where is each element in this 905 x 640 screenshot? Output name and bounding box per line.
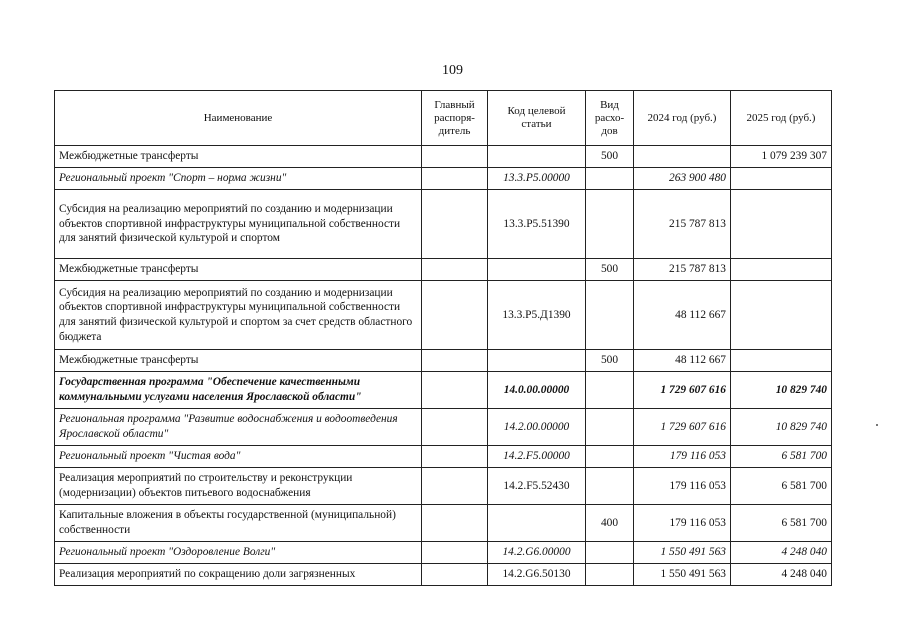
row-admin	[422, 190, 488, 259]
table-row	[55, 350, 832, 372]
table-row	[55, 168, 832, 190]
row-admin	[422, 542, 488, 564]
table-row	[55, 372, 832, 409]
row-admin	[422, 372, 488, 409]
row-2024	[634, 146, 731, 168]
table-row	[55, 505, 832, 542]
page-number: 109	[442, 63, 463, 78]
row-code: 14.2.F5.00000	[488, 446, 586, 468]
row-2024: 179 116 053	[634, 446, 731, 468]
header-code: Код целевой статьи	[488, 91, 586, 146]
row-admin	[422, 350, 488, 372]
row-name: Региональная программа "Развитие водоснабжения и водоотведения Ярославской области"	[55, 409, 422, 446]
row-code: 14.2.F5.52430	[488, 468, 586, 505]
row-code: 13.3.Р5.51390	[488, 190, 586, 259]
table-row	[55, 468, 832, 505]
budget-table	[54, 90, 832, 586]
row-name: Капитальные вложения в объекты государственной (муниципальной) собственности	[55, 505, 422, 542]
row-2025: 6 581 700	[731, 468, 832, 505]
row-admin	[422, 168, 488, 190]
row-2024: 1 550 491 563	[634, 542, 731, 564]
row-type: 500	[586, 259, 634, 281]
table-row	[55, 409, 832, 446]
row-2025	[731, 190, 832, 259]
margin-mark	[876, 424, 878, 426]
row-type	[586, 564, 634, 586]
row-2024: 215 787 813	[634, 259, 731, 281]
row-code: 14.0.00.00000	[488, 372, 586, 409]
row-2024: 179 116 053	[634, 505, 731, 542]
row-name: Региональный проект "Спорт – норма жизни"	[55, 168, 422, 190]
row-2025: 4 248 040	[731, 564, 832, 586]
row-type	[586, 372, 634, 409]
row-name: Межбюджетные трансферты	[55, 350, 422, 372]
header-row	[55, 91, 832, 146]
row-admin	[422, 146, 488, 168]
row-name: Региональный проект "Чистая вода"	[55, 446, 422, 468]
row-2024: 1 729 607 616	[634, 409, 731, 446]
table-row	[55, 259, 832, 281]
row-2024: 1 550 491 563	[634, 564, 731, 586]
header-admin: Главный распоря-дитель	[422, 91, 488, 146]
row-admin	[422, 259, 488, 281]
header-name: Наименование	[55, 91, 422, 146]
table-row	[55, 446, 832, 468]
row-type: 500	[586, 350, 634, 372]
row-code: 13.3.Р5.00000	[488, 168, 586, 190]
row-code: 14.2.G6.00000	[488, 542, 586, 564]
row-admin	[422, 505, 488, 542]
row-2025	[731, 281, 832, 350]
row-name: Субсидия на реализацию мероприятий по созданию и модернизации объектов спортивной инфраструктуры муниципальной собственности для занятий физической культурой и спортом за счет средств областного бюджета	[55, 281, 422, 350]
row-2025	[731, 259, 832, 281]
table-row	[55, 281, 832, 350]
row-2024: 1 729 607 616	[634, 372, 731, 409]
row-admin	[422, 409, 488, 446]
row-name: Региональный проект "Оздоровление Волги"	[55, 542, 422, 564]
row-2025	[731, 350, 832, 372]
row-2025: 4 248 040	[731, 542, 832, 564]
row-type: 400	[586, 505, 634, 542]
row-type: 500	[586, 146, 634, 168]
row-admin	[422, 564, 488, 586]
row-type	[586, 168, 634, 190]
table-row	[55, 542, 832, 564]
row-type	[586, 542, 634, 564]
row-2025	[731, 168, 832, 190]
row-type	[586, 446, 634, 468]
row-code	[488, 146, 586, 168]
row-type	[586, 409, 634, 446]
row-admin	[422, 281, 488, 350]
row-code: 14.2.G6.50130	[488, 564, 586, 586]
row-type	[586, 281, 634, 350]
row-name: Реализация мероприятий по сокращению доли загрязненных	[55, 564, 422, 586]
table-row	[55, 146, 832, 168]
row-name: Государственная программа "Обеспечение качественными коммунальными услугами населения Ярославской области"	[55, 372, 422, 409]
table-row	[55, 564, 832, 586]
row-admin	[422, 468, 488, 505]
row-code	[488, 350, 586, 372]
row-2024: 48 112 667	[634, 281, 731, 350]
row-name: Межбюджетные трансферты	[55, 146, 422, 168]
row-type	[586, 190, 634, 259]
row-2025: 10 829 740	[731, 372, 832, 409]
row-code: 14.2.00.00000	[488, 409, 586, 446]
header-2024: 2024 год (руб.)	[634, 91, 731, 146]
row-2025: 10 829 740	[731, 409, 832, 446]
row-code: 13.3.Р5.Д1390	[488, 281, 586, 350]
row-type	[586, 468, 634, 505]
row-name: Реализация мероприятий по строительству и реконструкции (модернизации) объектов питьевого водоснабжения	[55, 468, 422, 505]
row-2024: 263 900 480	[634, 168, 731, 190]
row-2024: 48 112 667	[634, 350, 731, 372]
row-2024: 179 116 053	[634, 468, 731, 505]
row-admin	[422, 446, 488, 468]
row-name: Межбюджетные трансферты	[55, 259, 422, 281]
row-2025: 6 581 700	[731, 505, 832, 542]
row-name: Субсидия на реализацию мероприятий по созданию и модернизации объектов спортивной инфраструктуры муниципальной собственности для занятий физической культурой и спортом	[55, 190, 422, 259]
row-2024: 215 787 813	[634, 190, 731, 259]
row-code	[488, 505, 586, 542]
table-row	[55, 190, 832, 259]
header-type: Вид расхо-дов	[586, 91, 634, 146]
row-2025: 6 581 700	[731, 446, 832, 468]
row-code	[488, 259, 586, 281]
row-2025: 1 079 239 307	[731, 146, 832, 168]
header-2025: 2025 год (руб.)	[731, 91, 832, 146]
